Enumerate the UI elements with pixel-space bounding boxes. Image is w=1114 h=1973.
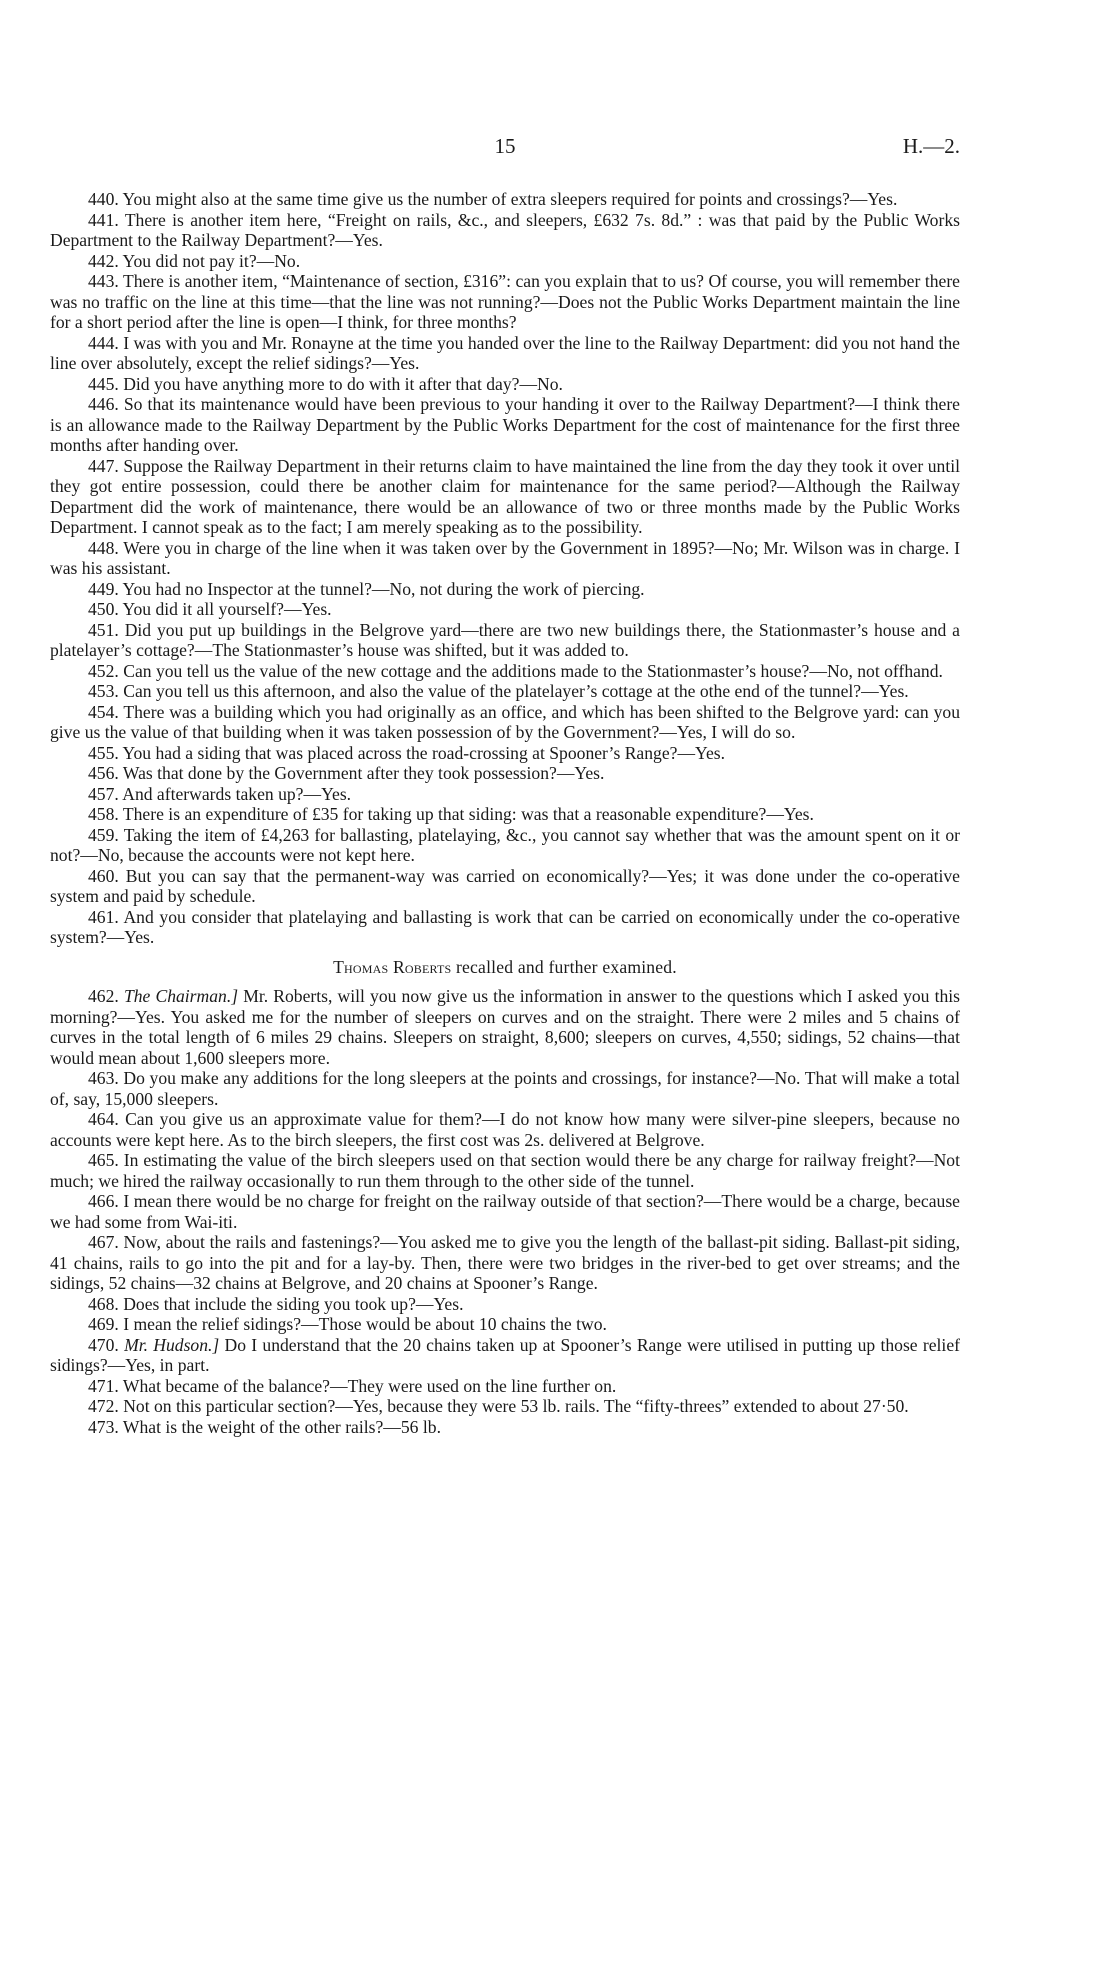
question-paragraph xyxy=(50,620,960,661)
questions-block-second xyxy=(50,986,960,1437)
question-text: Was that done by the Government after they took possession?—Yes. xyxy=(122,763,605,783)
question-text: There is an expenditure of £35 for taking up that siding: was that a reasonable expenditure?—Yes. xyxy=(122,804,814,824)
question-paragraph xyxy=(50,210,960,251)
question-paragraph xyxy=(50,271,960,333)
question-number: 465. xyxy=(88,1150,119,1170)
question-number: 446. xyxy=(88,394,119,414)
question-number: 457. xyxy=(88,783,119,804)
question-paragraph xyxy=(50,538,960,579)
question-paragraph xyxy=(50,825,960,866)
question-paragraph xyxy=(50,866,960,907)
question-paragraph xyxy=(50,1376,960,1397)
question-number: 441. xyxy=(88,209,119,230)
question-text: Were you in charge of the line when it was taken over by the Government in 1895?—No; Mr. Wilson was in charge. I was his assistant. xyxy=(50,537,960,578)
question-text: Does that include the siding you took up?—Yes. xyxy=(123,1293,464,1314)
question-number: 459. xyxy=(88,824,119,845)
question-paragraph xyxy=(50,1396,960,1417)
question-number: 440. xyxy=(88,189,119,209)
question-text: Do I understand that the 20 chains taken up at Spooner’s Range were utilised in putting up those relief sidings?—Yes, in part. xyxy=(50,1334,960,1375)
question-text: Did you put up buildings in the Belgrove yard—there are two new buildings there, the Stationmaster’s house and a platelayer’s cottage?—The Stationmaster’s house was shifted, but it was added to. xyxy=(50,619,960,660)
question-text: Not on this particular section?—Yes, because they were 53 lb. rails. The “fifty-threes” extended to about 27·50. xyxy=(123,1396,909,1416)
question-number: 456. xyxy=(88,763,119,783)
question-text: So that its maintenance would have been previous to your handing it over to the Railway Department?—I think there is an allowance made to the Railway Department by the Public Works Department for the cost of maintenance for the first three months after handing over. xyxy=(50,394,960,455)
question-paragraph xyxy=(50,333,960,374)
question-paragraph xyxy=(50,1335,960,1376)
question-number: 462. xyxy=(88,986,119,1006)
question-paragraph xyxy=(50,579,960,600)
question-number: 458. xyxy=(88,804,119,824)
witness-name: Thomas Roberts xyxy=(333,956,452,977)
question-paragraph xyxy=(50,1109,960,1150)
question-number: 464. xyxy=(88,1109,119,1129)
question-number: 447. xyxy=(88,455,119,476)
question-paragraph xyxy=(50,374,960,395)
question-text: What became of the balance?—They were used on the line further on. xyxy=(122,1375,617,1396)
document-code: H.—2. xyxy=(902,134,960,158)
question-paragraph xyxy=(50,189,960,210)
question-text: Taking the item of £4,263 for ballasting, platelaying, &c., you cannot say whether that was the amount spent on it or not?—No, because the accounts were not kept here. xyxy=(50,824,960,865)
question-text: You did not pay it?—No. xyxy=(122,250,301,271)
speaker-label: Mr. Hudson.] xyxy=(124,1334,220,1355)
evidence-transcript xyxy=(50,189,960,1437)
question-number: 461. xyxy=(88,906,119,927)
question-text: You had no Inspector at the tunnel?—No, not during the work of piercing. xyxy=(122,578,645,599)
question-number: 444. xyxy=(88,332,119,353)
question-text: Now, about the rails and fastenings?—You asked me to give you the length of the ballast-pit siding. Ballast-pit siding, 41 chains, rails to go into the pit and for a lay-by. Then, there were two bridges in the river-bed to get over streams; and the sidings, 52 chains—32 chains at Belgrove, and 20 chains at Spooner’s Range. xyxy=(50,1232,960,1293)
question-paragraph xyxy=(50,702,960,743)
question-text: What is the weight of the other rails?—56 lb. xyxy=(122,1416,441,1437)
question-number: 455. xyxy=(88,742,119,763)
question-paragraph xyxy=(50,1068,960,1109)
question-paragraph xyxy=(50,599,960,620)
witness-heading-rest: recalled and further examined. xyxy=(455,956,677,977)
question-paragraph xyxy=(50,1232,960,1294)
question-text: Can you tell us this afternoon, and also the value of the platelayer’s cottage at the othe end of the tunnel?—Yes. xyxy=(123,681,909,701)
question-paragraph xyxy=(50,784,960,805)
question-text: You might also at the same time give us the number of extra sleepers required for points and crossings?—Yes. xyxy=(122,189,898,209)
question-paragraph xyxy=(50,1294,960,1315)
speaker-label: The Chairman.] xyxy=(123,986,239,1006)
question-text: Can you give us an approximate value for them?—I do not know how many were silver-pine sleepers, because no accounts were kept here. As to the birch sleepers, the first cost was 2s. delivered at Belgrove. xyxy=(50,1109,960,1150)
question-number: 445. xyxy=(88,373,119,394)
question-text: In estimating the value of the birch sleepers used on that section would there be any charge for railway freight?—Not much; we hired the railway occasionally to run them through to the other side of the tunnel. xyxy=(50,1150,960,1191)
question-text: And you consider that platelaying and ballasting is work that can be carried on economically under the co-operative system?—Yes. xyxy=(50,906,960,947)
question-text: You did it all yourself?—Yes. xyxy=(122,599,332,619)
question-number: 443. xyxy=(88,271,119,291)
question-paragraph xyxy=(50,456,960,538)
question-number: 448. xyxy=(88,537,119,558)
question-paragraph xyxy=(50,394,960,456)
question-number: 472. xyxy=(88,1396,119,1416)
questions-block-first xyxy=(50,189,960,948)
question-paragraph xyxy=(50,763,960,784)
question-number: 454. xyxy=(88,701,119,722)
page-header xyxy=(50,134,960,164)
question-paragraph xyxy=(50,681,960,702)
question-number: 463. xyxy=(88,1068,119,1088)
question-text: You had a siding that was placed across the road-crossing at Spooner’s Range?—Yes. xyxy=(122,742,726,763)
question-text: Did you have anything more to do with it after that day?—No. xyxy=(123,373,563,394)
question-number: 467. xyxy=(88,1232,119,1252)
witness-heading xyxy=(50,957,960,978)
question-paragraph xyxy=(50,1150,960,1191)
question-number: 469. xyxy=(88,1314,119,1334)
question-paragraph xyxy=(50,986,960,1068)
question-number: 450. xyxy=(88,599,119,619)
question-number: 451. xyxy=(88,619,119,640)
question-paragraph xyxy=(50,1417,960,1438)
question-number: 466. xyxy=(88,1191,119,1211)
question-number: 452. xyxy=(88,660,119,681)
question-paragraph xyxy=(50,907,960,948)
question-number: 453. xyxy=(88,681,119,701)
question-number: 468. xyxy=(88,1293,119,1314)
question-number: 460. xyxy=(88,865,119,886)
question-text: Can you tell us the value of the new cottage and the additions made to the Stationmaster’s house?—No, not offhand. xyxy=(123,660,943,681)
question-text: Do you make any additions for the long sleepers at the points and crossings, for instance?—No. That will make a total of, say, 15,000 sleepers. xyxy=(50,1068,961,1109)
question-text: Mr. Roberts, will you now give us the information in answer to the questions which I asked you this morning?—Yes. You asked me for the number of sleepers on curves and on the straight. There were 2 miles and 5 chains of curves in the total length of 6 miles 29 chains. Sleepers on straight, 8,600; sleepers on curves, 4,550; sidings, 52 chains—that would mean about 1,600 sleepers more. xyxy=(50,986,961,1068)
question-paragraph xyxy=(50,1314,960,1335)
question-text: There is another item here, “Freight on rails, &c., and sleepers, £632 7s. 8d.” : was that paid by the Public Works Department to the Railway Department?—Yes. xyxy=(50,209,960,250)
question-text: And afterwards taken up?—Yes. xyxy=(122,783,352,804)
question-text: There was a building which you had originally as an office, and which has been shifted to the Belgrove yard: can you give us the value of that building when it was taken possession of by the Government?—Yes, I will do so. xyxy=(50,701,960,742)
question-text: I mean the relief sidings?—Those would be about 10 chains the two. xyxy=(123,1314,607,1334)
question-paragraph xyxy=(50,743,960,764)
question-text: Suppose the Railway Department in their returns claim to have maintained the line from the day they took it over until they got entire possession, could there be another claim for maintenance for the same period?—Although the Railway Department did the work of maintenance, there would be an allowance of two or three months made by the Public Works Department. I cannot speak as to the fact; I am merely speaking as to the possibility. xyxy=(50,455,960,537)
question-paragraph xyxy=(50,251,960,272)
question-number: 473. xyxy=(88,1416,119,1437)
question-number: 449. xyxy=(88,578,119,599)
question-number: 470. xyxy=(88,1334,119,1355)
question-paragraph xyxy=(50,804,960,825)
question-text: There is another item, “Maintenance of section, £316”: can you explain that to us? Of course, you will remember there was no traffic on the line at this time—that the line was not running?—Does not the Public Works Department maintain the line for a short period after the line is open—I think, for three months? xyxy=(50,271,960,332)
question-paragraph xyxy=(50,1191,960,1232)
question-paragraph xyxy=(50,661,960,682)
question-number: 442. xyxy=(88,250,119,271)
page-number: 15 xyxy=(494,134,516,158)
question-number: 471. xyxy=(88,1375,119,1396)
question-text: But you can say that the permanent-way was carried on economically?—Yes; it was done under the co-operative system and paid by schedule. xyxy=(50,865,960,906)
question-text: I mean there would be no charge for freight on the railway outside of that section?—There would be a charge, because we had some from Wai-iti. xyxy=(50,1191,960,1232)
question-text: I was with you and Mr. Ronayne at the time you handed over the line to the Railway Department: did you not hand the line over absolutely, except the relief sidings?—Yes. xyxy=(50,332,960,373)
